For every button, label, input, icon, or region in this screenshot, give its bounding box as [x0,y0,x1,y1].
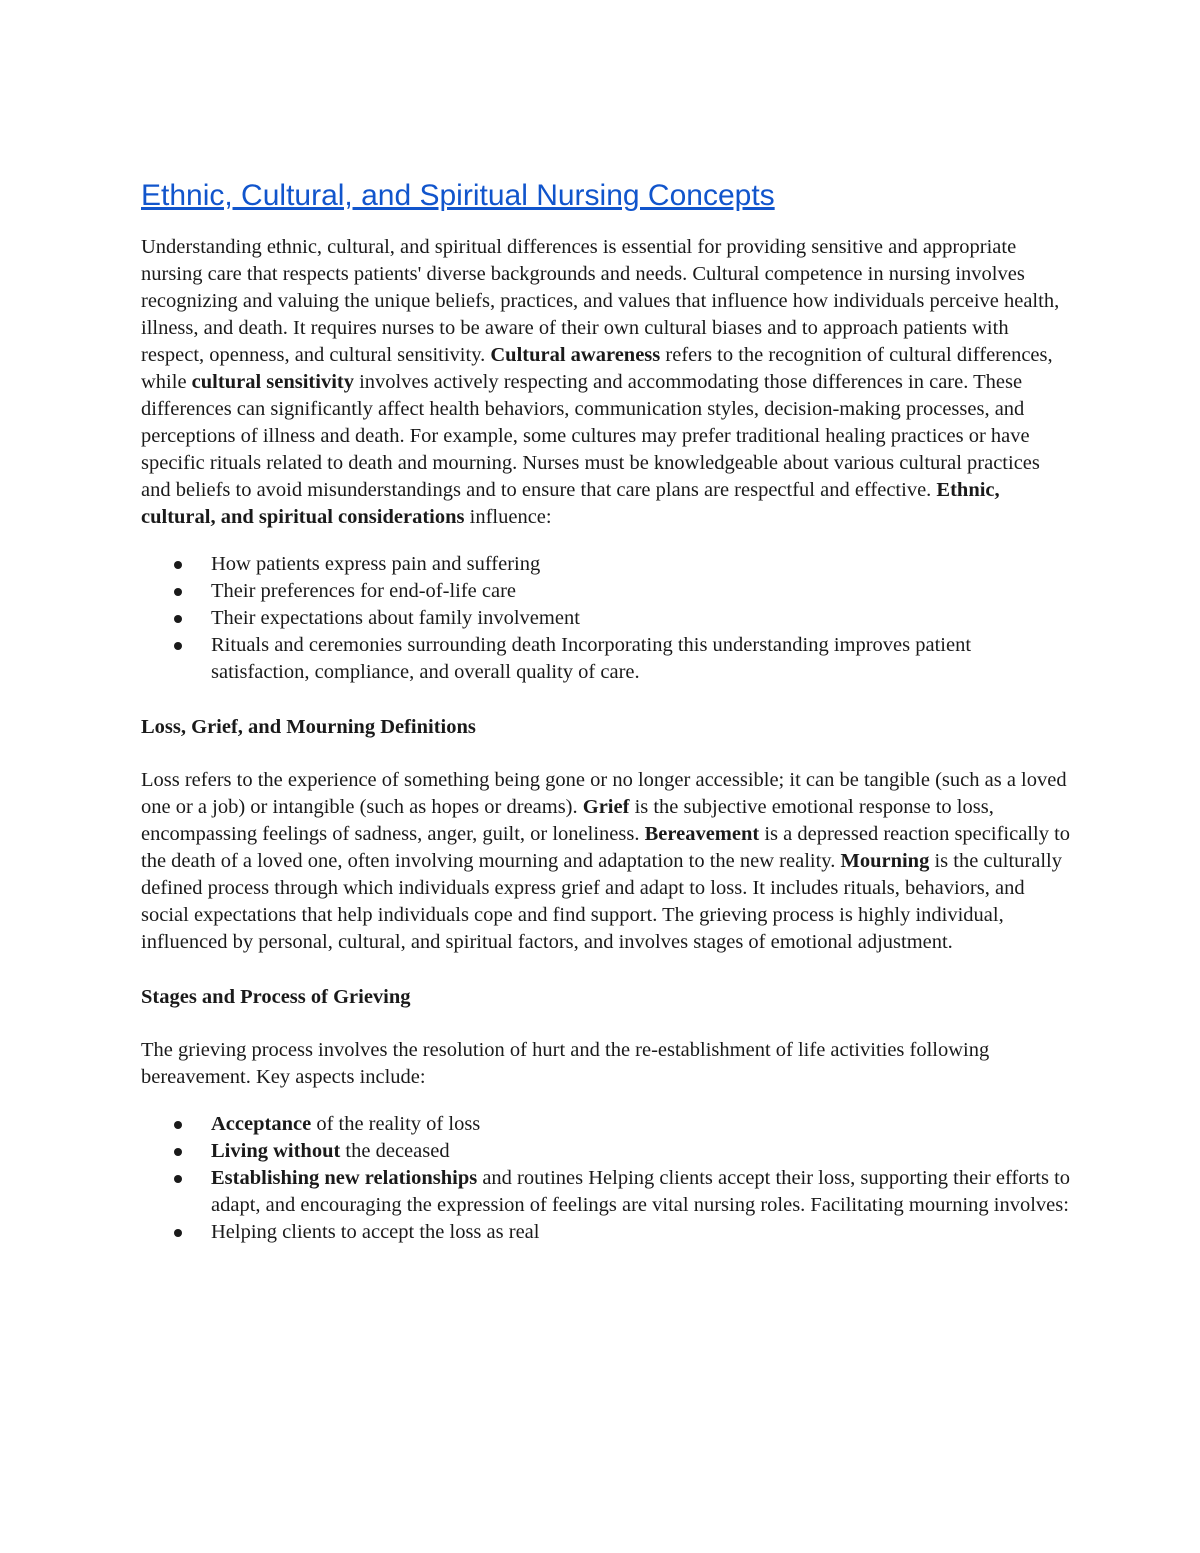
bullet-icon [174,615,182,623]
stages-intro-paragraph: The grieving process involves the resolution of hurt and the re-establishment of life activities following bereavement. Key aspects include: [141,1039,990,1088]
intro-bold-1: Cultural awareness [490,344,661,366]
list-item-text: of the reality of loss [311,1113,481,1135]
loss-grief-paragraph [141,767,1071,956]
list-item-bold: Living without [211,1140,341,1162]
intro-text-1: Understanding ethnic, cultural, and spiritual differences is essential for providing sensitive and appropriate nursing care that respects patients' diverse backgrounds and needs. Cultural competence in nursing involves recognizing and valuing the unique beliefs, practices, and values that influence how individuals perceive health, illness, and death. It requires nurses to be aware of their own cultural biases and to approach patients with respect, openness, and cultural sensitivity. [141,236,1060,366]
intro-text-4: influence: [464,506,552,528]
stages-list [141,1111,1071,1246]
list-item [141,551,1071,578]
list-item-bold: Acceptance [211,1113,312,1135]
bullet-icon [174,1121,182,1129]
bullet-icon [174,1175,182,1183]
s2-text-2: is the subjective emotional response to loss, encompassing feelings of sadness, anger, guilt, or loneliness. [141,796,994,845]
bullet-icon [174,642,182,650]
list-item-text: Helping clients to accept the loss as real [211,1221,540,1243]
page-title: Ethnic, Cultural, and Spiritual Nursing Concepts [141,179,775,212]
bullet-icon [174,1148,182,1156]
bullet-icon [174,561,182,569]
list-item [141,632,1071,686]
list-item-text: the deceased [340,1140,450,1162]
list-item-text: How patients express pain and suffering [211,553,541,575]
list-item [141,578,1071,605]
list-item-text: Their preferences for end-of-life care [211,580,517,602]
list-item [141,605,1071,632]
document-page [141,178,1071,1272]
influence-list [141,551,1071,686]
list-item [141,1138,1071,1165]
bullet-icon [174,1229,182,1237]
list-item [141,1219,1071,1246]
section-heading-loss-grief: Loss, Grief, and Mourning Definitions [141,716,476,738]
intro-text-3: involves actively respecting and accommodating those differences in care. These differences can significantly affect health behaviors, communication styles, decision-making processes, and perceptions of illness and death. For example, some cultures may prefer traditional healing practices or have specific rituals related to death and mourning. Nurses must be knowledgeable about various cultural practices and beliefs to avoid misunderstandings and to ensure that care plans are respectful and effective. [141,371,1040,501]
list-item-text: Rituals and ceremonies surrounding death Incorporating this understanding improves patient satisfaction, compliance, and overall quality of care. [211,634,972,683]
s2-bold-2: Bereavement [644,823,760,845]
s2-bold-3: Mourning [840,850,930,872]
intro-paragraph [141,234,1071,531]
list-item [141,1165,1071,1219]
intro-text-2: refers to the recognition of cultural differences, while [141,344,1053,393]
s2-text-3: is a depressed reaction specifically to the death of a loved one, often involving mourning and adaptation to the new reality. [141,823,1071,872]
intro-bold-2: cultural sensitivity [191,371,354,393]
s2-text-1: Loss refers to the experience of something being gone or no longer accessible; it can be tangible (such as a loved one or a job) or intangible (such as hopes or dreams). [141,769,1067,818]
bullet-icon [174,588,182,596]
section-heading-stages: Stages and Process of Grieving [141,986,411,1008]
intro-bold-3: Ethnic, cultural, and spiritual considerations [141,479,1000,528]
list-item-text: Their expectations about family involvement [211,607,580,629]
s2-text-4: is the culturally defined process through which individuals express grief and adapt to loss. It includes rituals, behaviors, and social expectations that help individuals cope and find support. The grieving process is highly individual, influenced by personal, cultural, and spiritual factors, and involves stages of emotional adjustment. [141,850,1062,953]
list-item [141,1111,1071,1138]
list-item-bold: Establishing new relationships [211,1167,478,1189]
s2-bold-1: Grief [582,796,630,818]
list-item-text: and routines Helping clients accept their loss, supporting their efforts to adapt, and encouraging the expression of feelings are vital nursing roles. Facilitating mourning involves: [211,1167,1071,1216]
